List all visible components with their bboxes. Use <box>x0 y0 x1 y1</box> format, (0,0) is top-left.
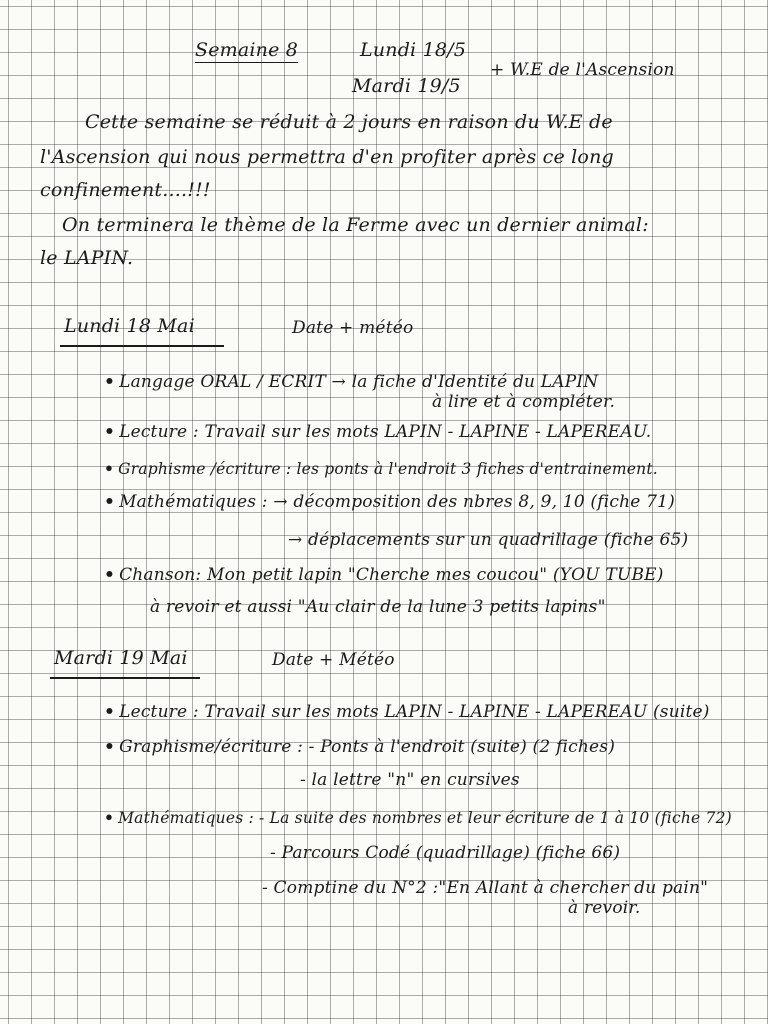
monday-item-maths-text: Mathématiques : → décomposition des nbres 8, 9, 10 (fiche 71) <box>119 492 675 512</box>
tuesday-item-maths: • Mathématiques : - La suite des nombres et leur écriture de 1 à 10 (fiche 72) <box>104 808 732 827</box>
monday-item-langage-text: Langage ORAL / ECRIT → la fiche d'Identité du LAPIN <box>119 372 599 392</box>
intro-line-4: On terminera le thème de la Ferme avec un dernier animal: <box>62 214 649 236</box>
monday-heading-underline <box>60 345 224 347</box>
tuesday-ritual: Date + Météo <box>272 650 395 670</box>
week-title: Semaine 8 <box>195 39 299 61</box>
monday-item-maths: • Mathématiques : → décomposition des nbres 8, 9, 10 (fiche 71) <box>104 492 675 512</box>
intro-line-2: l'Ascension qui nous permettra d'en profiter après ce long <box>40 146 614 168</box>
monday-item-graphisme-text: Graphisme /écriture : les ponts à l'endroit 3 fiches d'entrainement. <box>118 460 658 478</box>
header-day2: Mardi 19/5 <box>352 75 461 97</box>
tuesday-item-maths-text: Mathématiques : - La suite des nombres et leur écriture de 1 à 10 (fiche 72) <box>118 809 732 827</box>
tuesday-item-lecture: • Lecture : Travail sur les mots LAPIN - LAPINE - LAPEREAU (suite) <box>104 702 710 722</box>
monday-item-lecture-text: Lecture : Travail sur les mots LAPIN - LAPINE - LAPEREAU. <box>119 422 652 442</box>
monday-ritual: Date + météo <box>292 318 414 338</box>
tuesday-item-graphisme-text: Graphisme/écriture : - Ponts à l'endroit (suite) (2 fiches) <box>119 737 616 757</box>
tuesday-heading: Mardi 19 Mai <box>54 647 188 669</box>
monday-item-langage-cont: à lire et à compléter. <box>432 392 616 412</box>
intro-line-5: le LAPIN. <box>40 247 134 269</box>
monday-item-langage: • Langage ORAL / ECRIT → la fiche d'Identité du LAPIN <box>104 372 599 392</box>
monday-item-chanson: • Chanson: Mon petit lapin "Cherche mes coucou" (YOU TUBE) <box>104 565 664 585</box>
tuesday-item-graphisme-cont: - la lettre "n" en cursives <box>300 770 520 790</box>
tuesday-item-graphisme: • Graphisme/écriture : - Ponts à l'endroit (suite) (2 fiches) <box>104 737 616 757</box>
monday-item-lecture: • Lecture : Travail sur les mots LAPIN - LAPINE - LAPEREAU. <box>104 422 652 442</box>
monday-item-chanson-text: Chanson: Mon petit lapin "Cherche mes coucou" (YOU TUBE) <box>119 565 664 585</box>
monday-item-maths-cont: → déplacements sur un quadrillage (fiche 65) <box>288 530 689 550</box>
monday-item-chanson-cont: à revoir et aussi "Au clair de la lune 3 petits lapins" <box>150 597 606 617</box>
header-day1: Lundi 18/5 <box>360 39 467 61</box>
monday-item-graphisme: • Graphisme /écriture : les ponts à l'endroit 3 fiches d'entrainement. <box>104 459 658 478</box>
tuesday-heading-underline <box>50 677 200 679</box>
monday-heading: Lundi 18 Mai <box>64 315 195 337</box>
intro-line-1: Cette semaine se réduit à 2 jours en raison du W.E de <box>85 111 613 133</box>
tuesday-item-maths-cont1: - Parcours Codé (quadrillage) (fiche 66) <box>270 843 621 863</box>
intro-line-3: confinement....!!! <box>40 179 211 201</box>
tuesday-item-lecture-text: Lecture : Travail sur les mots LAPIN - LAPINE - LAPEREAU (suite) <box>119 702 710 722</box>
tuesday-item-maths-cont3: à revoir. <box>568 898 641 918</box>
header-weekend-note: + W.E de l'Ascension <box>490 60 675 80</box>
tuesday-item-maths-cont2: - Comptine du N°2 :"En Allant à chercher du pain" <box>262 878 709 898</box>
